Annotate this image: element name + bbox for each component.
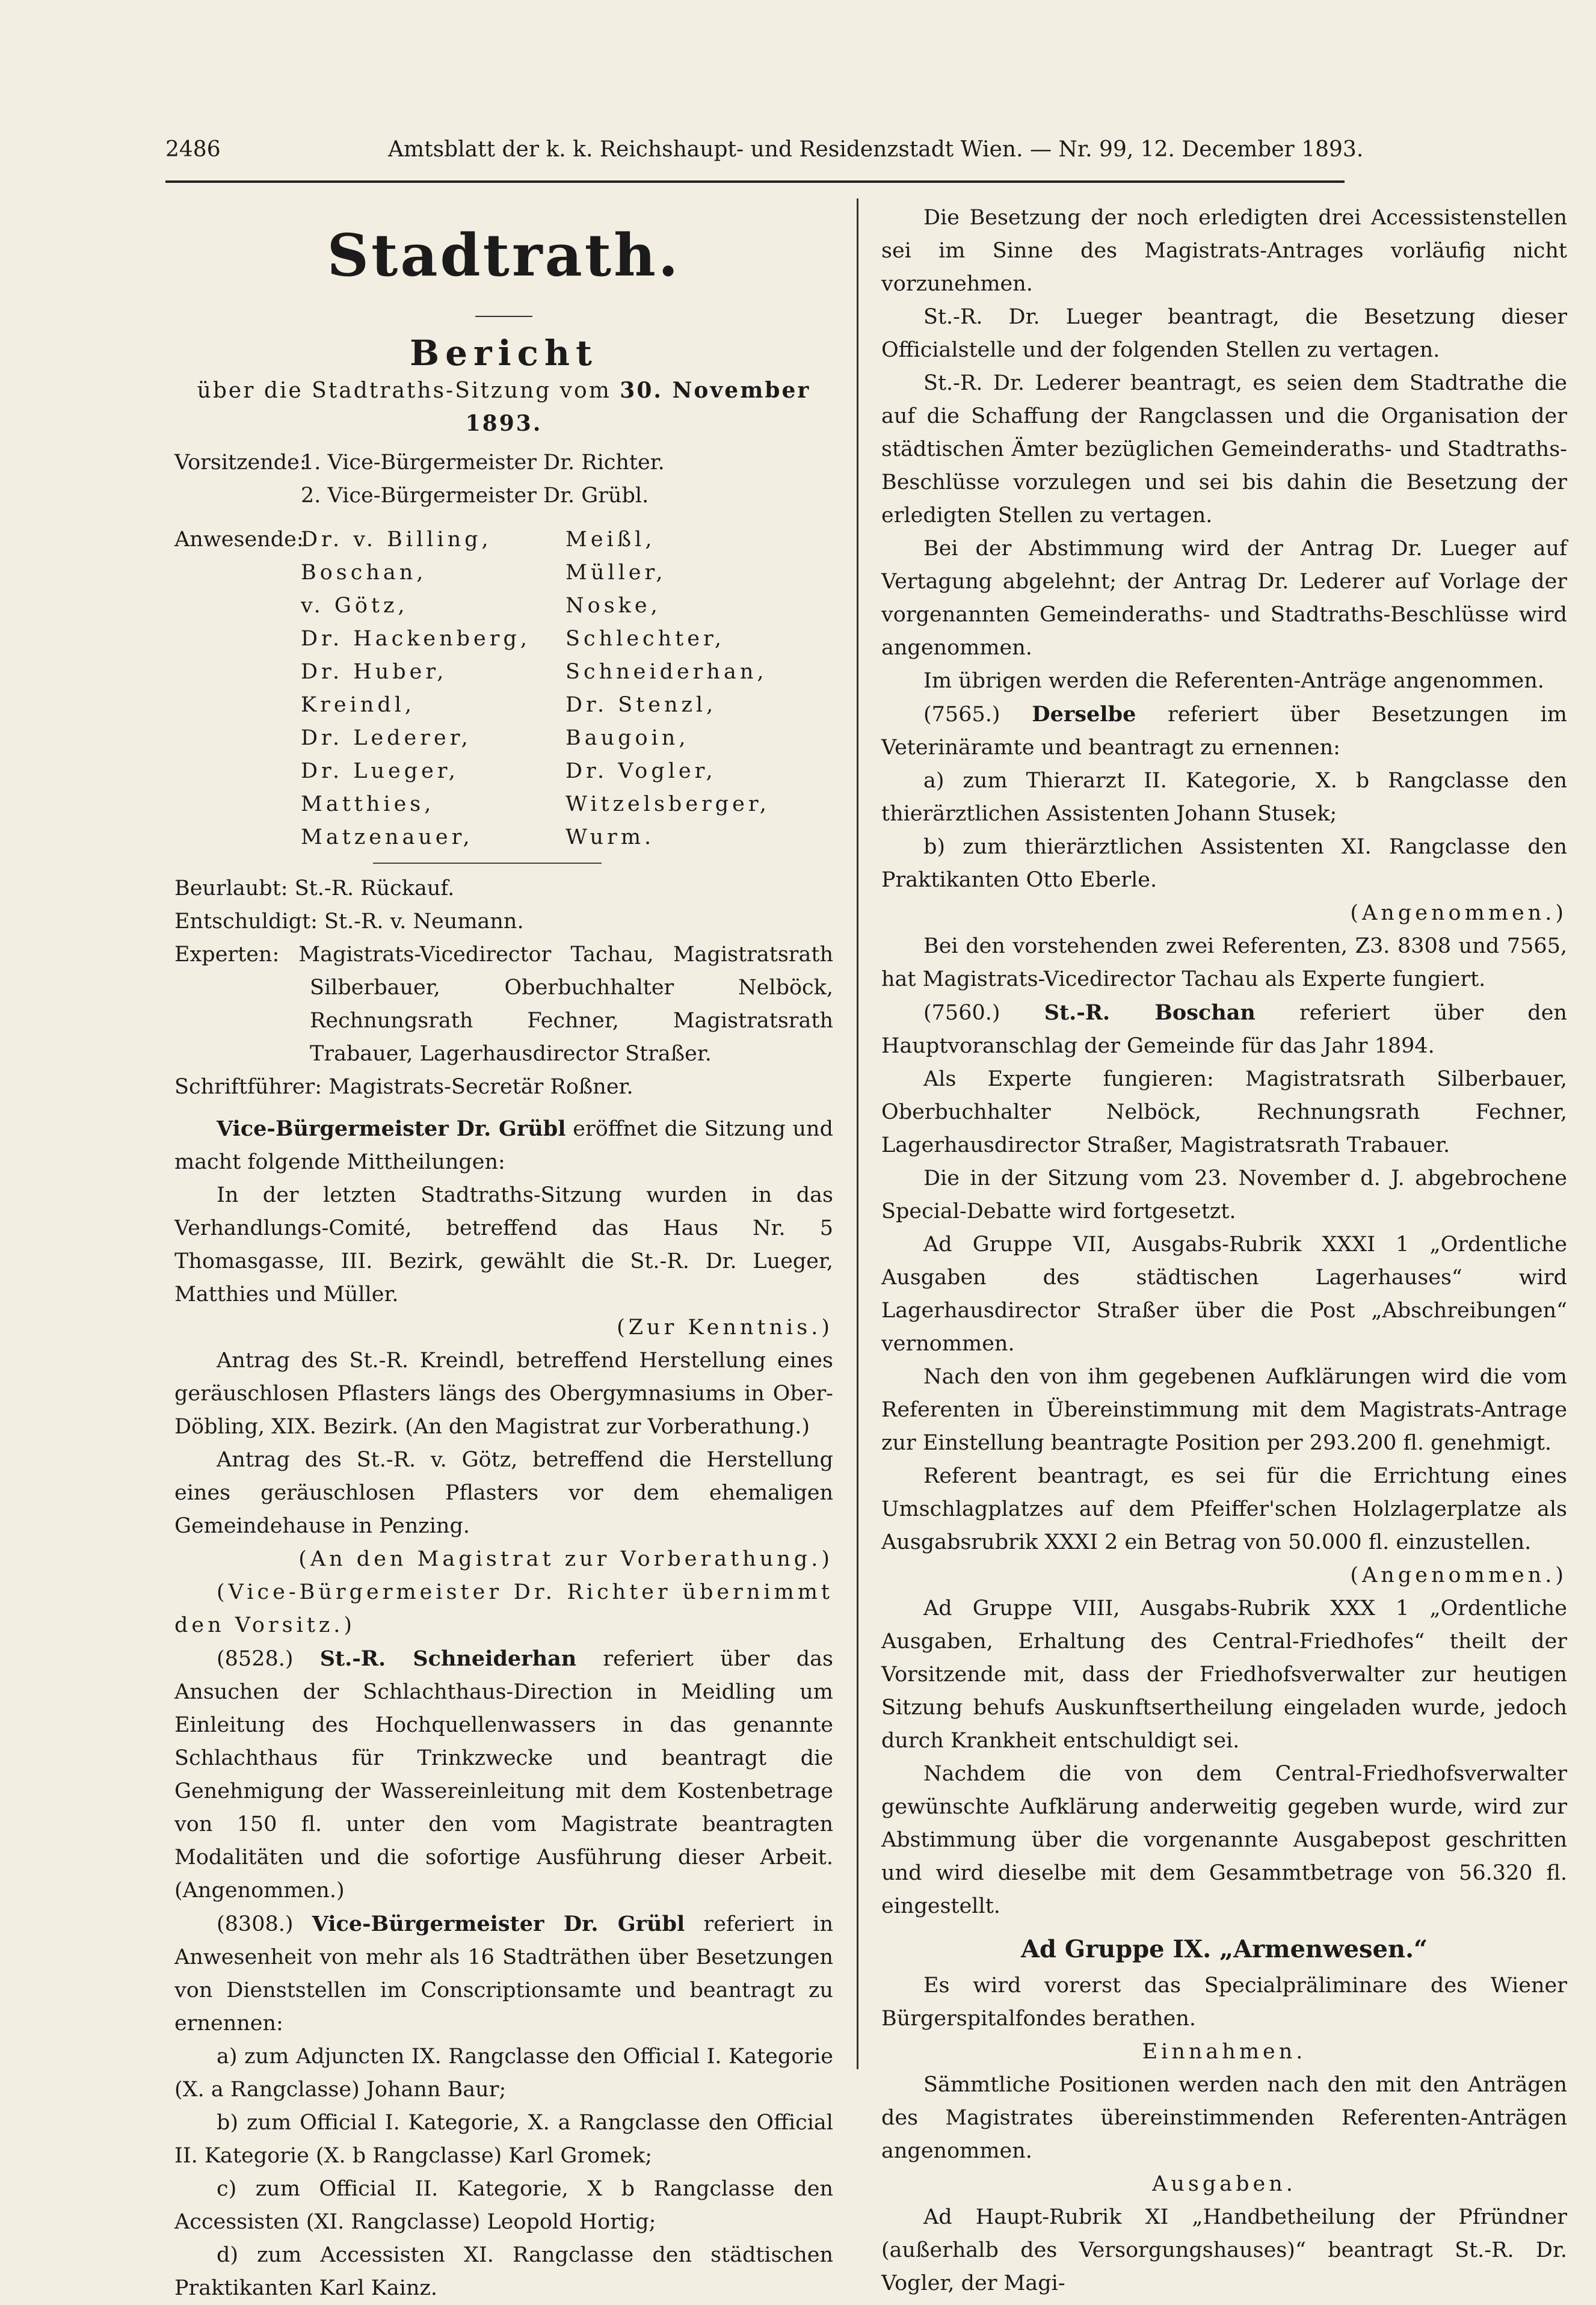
attendee: v. Götz, — [301, 594, 408, 618]
leave-line: Beurlaubt: St.-R. Rückauf. — [174, 876, 455, 900]
excused-line: Entschuldigt: St.-R. v. Neumann. — [174, 909, 524, 934]
right-column — [881, 202, 1567, 2300]
attendee-row — [174, 523, 833, 556]
paragraph: Es wird vorerst das Specialpräliminare des Wiener Bürgerspitalfondes berathen. — [881, 1974, 1567, 2031]
paragraph: a) zum Adjuncten IX. Rangclasse den Official I. Kategorie (X. a Rangclasse) Johann Baur; — [174, 2045, 833, 2102]
paragraph: Bei der Abstimmung wird der Antrag Dr. Lueger auf Vertagung abgelehnt; der Antrag Dr. Lederer auf Vorlage der vorgenannten Gemeinderaths- und Stadtraths-Beschlüsse wird angenommen. — [881, 537, 1567, 660]
paragraph: Antrag des St.-R. v. Götz, betreffend die Herstellung eines geräuschlosen Pflasters vor dem ehemaligen Gemeindehause in Penzing. — [174, 1448, 833, 1538]
attendee: Wurm. — [565, 825, 655, 849]
paragraph: Ad Haupt-Rubrik XI „Handbetheilung der Pfründner (außerhalb des Versorgungshauses)“ beantragt St.-R. Dr. Vogler, der Magi- — [881, 2205, 1567, 2295]
agenda-item: (8308.) Vice-Bürgermeister Dr. Grübl referiert in Anwesenheit von mehr als 16 Stadträthen über Besetzungen von Dienststellen im Conscriptionsamte und beantragt zu ernennen: — [174, 1912, 833, 2036]
attendee-row — [174, 788, 833, 821]
attendee: Dr. Huber, — [301, 660, 448, 684]
report-subtitle — [174, 374, 833, 440]
secretary-line: Schriftführer: Magistrats-Secretär Roßner. — [174, 1075, 633, 1099]
speaker-name: Vice-Bürgermeister Dr. Grübl — [217, 1116, 566, 1141]
gazette-title: Amtsblatt der k. k. Reichshaupt- und Residenzstadt Wien. — Nr. 99, 12. December 1893. — [388, 137, 1364, 162]
item-number: (7560.) — [923, 1001, 1000, 1025]
title-rule — [475, 316, 532, 317]
resolution-note: (Angenommen.) — [1350, 901, 1567, 925]
speaker-name: St.-R. Boschan — [1044, 1000, 1256, 1025]
chair-label: Vorsitzende: — [174, 451, 307, 475]
attendee: Boschan, — [301, 561, 427, 585]
paragraph: Sämmtliche Positionen werden nach den mit den Anträgen des Magistrates übereinstimmenden Referenten-Anträgen angenommen. — [881, 2073, 1567, 2163]
attendee: Schneiderhan, — [565, 660, 768, 684]
resolution-note: (Zur Kenntnis.) — [617, 1316, 833, 1340]
resolution-note: (An den Magistrat zur Vorberathung.) — [298, 1547, 833, 1571]
paragraph: b) zum thierärztlichen Assistenten XI. Rangclasse den Praktikanten Otto Eberle. — [881, 835, 1567, 892]
chair-row-2 — [174, 479, 833, 512]
paragraph: (Vice-Bürgermeister Dr. Richter übernimmt den Vorsitz.) — [174, 1580, 833, 1637]
column-divider — [857, 198, 858, 2069]
paragraph: a) zum Thierarzt II. Kategorie, X. b Rangclasse den thierärztlichen Assistenten Johann Stusek; — [881, 769, 1567, 826]
opening-paragraph: Vice-Bürgermeister Dr. Grübl eröffnet die Sitzung und macht folgende Mittheilungen: — [174, 1116, 833, 1174]
attendee: Meißl, — [565, 528, 656, 552]
paragraph: St.-R. Dr. Lederer beantragt, es seien dem Stadtrathe die auf die Schaffung der Rangclassen und die Organisation der städtischen Ämter bezüglichen Gemeinderaths- und Stadtraths-Beschlüsse vorzulegen und sei bis dahin die Besetzung der erledigten Stellen zu vertagen. — [881, 371, 1567, 528]
paragraph: Nachdem die von dem Central-Friedhofsverwalter gewünschte Aufklärung anderweitig gegeben wurde, wird zur Abstimmung über die vorgenannte Ausgabepost geschritten und wird dieselbe mit dem Gesammtbetrage von 56.320 fl. eingestellt. — [881, 1762, 1567, 1918]
attendee-row — [174, 821, 833, 854]
paragraph: Im übrigen werden die Referenten-Anträge angenommen. — [923, 669, 1544, 693]
paragraph: St.-R. Dr. Lueger beantragt, die Besetzung dieser Officialstelle und der folgenden Stellen zu vertagen. — [881, 305, 1567, 362]
speaker-name: Derselbe — [1032, 702, 1136, 727]
section-rule — [373, 863, 602, 864]
resolution-note: (Angenommen.) — [1350, 1563, 1567, 1587]
header-rule — [165, 180, 1345, 183]
attendee: Witzelsberger, — [565, 792, 770, 816]
left-column — [174, 202, 833, 2305]
attendee-row — [174, 589, 833, 623]
paragraph: Als Experte fungieren: Magistratsrath Silberbauer, Oberbuchhalter Nelböck, Rechnungsrath Fechner, Lagerhausdirector Straßer, Magistratsrath Trabauer. — [881, 1067, 1567, 1157]
paragraph: Antrag des St.-R. Kreindl, betreffend Herstellung eines geräuschlosen Pflasters längs des Obergymnasiums in Ober-Döbling, XIX. Bezirk. (An den Magistrat zur Vorberathung.) — [174, 1349, 833, 1439]
report-heading: Bericht — [410, 333, 598, 374]
item-number: (8528.) — [217, 1647, 294, 1671]
paragraph: Die Besetzung der noch erledigten drei Accessistenstellen sei im Sinne des Magistrats-Antrages vorläufig nicht vorzunehmen. — [881, 206, 1567, 296]
paragraph: Referent beantragt, es sei für die Errichtung eines Umschlagplatzes auf dem Pfeiffer'schen Holzlagerplatze als Ausgabsrubrik XXXI 2 ein Betrag von 50.000 fl. einzustellen. — [881, 1464, 1567, 1554]
attendee: Schlechter, — [565, 627, 725, 651]
chair-row — [174, 446, 833, 479]
paragraph: b) zum Official I. Kategorie, X. a Rangclasse den Official II. Kategorie (X. b Rangclasse) Karl Gromek; — [174, 2111, 833, 2168]
attendee: Dr. Vogler, — [565, 759, 716, 783]
attendee-row — [174, 689, 833, 722]
attendee: Matzenauer, — [301, 825, 473, 849]
attendee: Dr. Lueger, — [301, 759, 459, 783]
agenda-item: (7560.) St.-R. Boschan referiert über den Hauptvoranschlag der Gemeinde für das Jahr 1894. — [881, 1000, 1567, 1058]
attendee: Müller, — [565, 561, 667, 585]
attendee-row — [174, 656, 833, 689]
attendee: Dr. Lederer, — [301, 726, 472, 750]
paragraph: c) zum Official II. Kategorie, X b Rangclasse den Accessisten (XI. Rangclasse) Leopold Hortig; — [174, 2177, 833, 2234]
attendee: Noske, — [565, 594, 661, 618]
chair-2: 2. Vice-Bürgermeister Dr. Grübl. — [301, 484, 649, 508]
agenda-item: (7565.) Derselbe referiert über Besetzungen im Veterinäramte und beantragt zu ernennen: — [881, 702, 1567, 760]
subtitle-prefix: über die Stadtraths-Sitzung vom — [197, 378, 611, 403]
attendee-row — [174, 722, 833, 755]
paragraph: Ad Gruppe VII, Ausgabs-Rubrik XXXI 1 „Ordentliche Ausgaben des städtischen Lagerhauses“ wird Lagerhausdirector Straßer über die Post „Abschreibungen“ vernommen. — [881, 1233, 1567, 1356]
paragraph: Ad Gruppe VIII, Ausgabs-Rubrik XXX 1 „Ordentliche Ausgaben, Erhaltung des Central-Friedhofes“ theilt der Vorsitzende mit, dass der Friedhofsverwalter zur heutigen Sitzung behufs Auskunftsertheilung eingeladen wurde, jedoch durch Krankheit entschuldigt sei. — [881, 1596, 1567, 1753]
item-number: (7565.) — [923, 703, 1000, 727]
attendee: Matthies, — [301, 792, 435, 816]
section-heading: Stadtrath. — [327, 221, 681, 289]
subheading-income: Einnahmen. — [1142, 2040, 1307, 2064]
attendee: Dr. v. Billing, — [301, 528, 492, 552]
experts-line: Experten: Magistrats-Vicedirector Tachau, Magistratsrath Silberbauer, Oberbuchhalter Nelböck, Rechnungsrath Fechner, Magistratsrath Trabauer, Lagerhausdirector Straßer. — [174, 943, 833, 1066]
attendee: Dr. Stenzl, — [565, 693, 717, 717]
speaker-name: Vice-Bürgermeister Dr. Grübl — [312, 1912, 685, 1936]
session-date: 30. November 1893. — [465, 378, 811, 436]
attendee: Kreindl, — [301, 693, 416, 717]
subheading-expenses: Ausgaben. — [1152, 2172, 1296, 2196]
page-header — [165, 137, 1364, 173]
attendee: Baugoin, — [565, 726, 689, 750]
agenda-item: (8528.) St.-R. Schneiderhan referiert über das Ansuchen der Schlachthaus-Direction in Meidling um Einleitung des Hochquellenwassers in das genannte Schlachthaus für Trinkzwecke und beantragt die Genehmigung der Wassereinleitung mit dem Kostenbetrage von 150 fl. unter den vom Magistrate beantragten Modalitäten und die sofortige Ausführung dieser Arbeit. (Angenommen.) — [174, 1646, 833, 1903]
paragraph: Die in der Sitzung vom 23. November d. J. abgebrochene Special-Debatte wird fortgesetzt. — [881, 1166, 1567, 1223]
attendee-row — [174, 623, 833, 656]
paragraph: In der letzten Stadtraths-Sitzung wurden in das Verhandlungs-Comité, betreffend das Haus Nr. 5 Thomasgasse, III. Bezirk, gewählt die St.-R. Dr. Lueger, Matthies und Müller. — [174, 1183, 833, 1306]
page-number: 2486 — [165, 137, 221, 162]
attendee-row — [174, 556, 833, 589]
present-label: Anwesende: — [174, 528, 304, 552]
attendee: Dr. Hackenberg, — [301, 627, 531, 651]
paragraph: Nach den von ihm gegebenen Aufklärungen wird die vom Referenten in Übereinstimmung mit dem Magistrats-Antrage zur Einstellung beantragte Position per 293.200 fl. genehmigt. — [881, 1365, 1567, 1455]
paragraph: d) zum Accessisten XI. Rangclasse den städtischen Praktikanten Karl Kainz. — [174, 2243, 833, 2300]
item-number: (8308.) — [217, 1912, 294, 1936]
paragraph: Bei den vorstehenden zwei Referenten, Z3. 8308 und 7565, hat Magistrats-Vicedirector Tachau als Experte fungiert. — [881, 934, 1567, 991]
attendee-row — [174, 755, 833, 788]
speaker-name: St.-R. Schneiderhan — [319, 1646, 577, 1671]
chair-1: 1. Vice-Bürgermeister Dr. Richter. — [301, 451, 665, 475]
group-heading: Ad Gruppe IX. „Armenwesen.“ — [1021, 1935, 1428, 1963]
